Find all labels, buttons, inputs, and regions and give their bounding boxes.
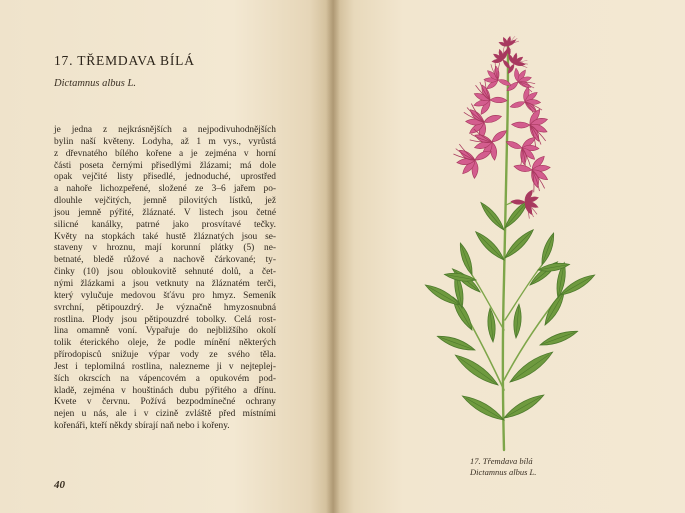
body-text-line: přírodopisců snižuje výpar vody ze svého těla.: [54, 350, 276, 361]
body-text-line: ších okrscích na vápencovém a opukovém pod-: [54, 373, 276, 384]
caption-latin-name: Dictamnus albus L.: [470, 466, 537, 477]
body-text-line: Květy na stopkách také hustě žláznatých jsou se-: [54, 231, 276, 242]
body-text-line: betnaté, bledě růžové a nachově čárkované; ty-: [54, 255, 276, 266]
body-text-line: části poseta černými přisedlými žlázami; má dole: [54, 160, 276, 171]
body-text-line: bylin naší květeny. Lodyha, až 1 m vys., vyrůstá: [54, 136, 276, 147]
body-text-line: je jedna z nejkrásnějších a nejpodivuhodnějších: [54, 125, 276, 135]
body-text-line: z dřevnatého bílého kořene a je zejména v horní: [54, 148, 276, 159]
body-text-line: a nahoře lichozpeřené, složené ze 3–6 jařem po-: [54, 184, 276, 195]
body-text-line: kořenáři, kteří někdy sbírají naň nebo i kořeny.: [54, 421, 230, 432]
body-text-line: dlouhle vejčitých, jemně pilovitých lístků, jež: [54, 196, 276, 207]
body-text-line: kladě, zejména v houštinách dubu pýřitého a dřínu.: [54, 385, 276, 396]
body-text-line: svrchní, pětipouzdrý. Je význačně hmyzosnubná: [54, 302, 276, 313]
body-text-line: rostlina. Plody jsou pětipouzdré tobolky. Celá rost-: [54, 314, 276, 325]
body-text: [54, 125, 276, 433]
body-text-line: silicné kanálky, patrné jako prosvítavé tečky.: [54, 219, 276, 230]
page-title: 17. TŘEMDAVA BÍLÁ: [54, 53, 195, 68]
body-text-line: lina omamně voní. Vypařuje do nejbližšího okolí: [54, 326, 276, 337]
plate-caption: [470, 456, 536, 477]
body-text-line: nejen u nás, ale i v cizině zvláště před místními: [54, 409, 276, 420]
dictamnus-albus-plant-illustration: [380, 30, 630, 460]
body-text-line: který vylučuje medovou šťávu pro hmyz. Semeník: [54, 290, 276, 301]
flower-raceme: [450, 36, 555, 220]
body-text-line: Kvete v červnu. Požívá bezpodmínečné ochrany: [54, 397, 276, 408]
book-gutter: [326, 0, 340, 513]
page-number: 40: [54, 479, 65, 491]
latin-name-subtitle: Dictamnus albus L.: [54, 78, 136, 89]
caption-title: 17. Třemdava bílá: [470, 456, 533, 466]
body-text-line: jsou jemně pýřité, žláznaté. V listech jsou četné: [54, 207, 276, 218]
body-text-line: opak vejčité listy přisedlé, jednoduché, uprostřed: [54, 172, 276, 183]
body-text-line: staveny v hroznu, mají korunní plátky (5) ne-: [54, 243, 276, 254]
body-text-line: Jest i teplomilná rostlina, nalezneme ji v nejteplej-: [54, 361, 276, 372]
body-text-line: tolik éterického oleje, že podle mínění některých: [54, 338, 276, 349]
body-text-line: činky (10) jsou obloukovitě sehnuté dolů, a čet-: [54, 267, 276, 278]
body-text-line: nými žlázkami a jsou vetknuty na žláznatém terči,: [54, 278, 276, 289]
left-page: [0, 0, 333, 513]
